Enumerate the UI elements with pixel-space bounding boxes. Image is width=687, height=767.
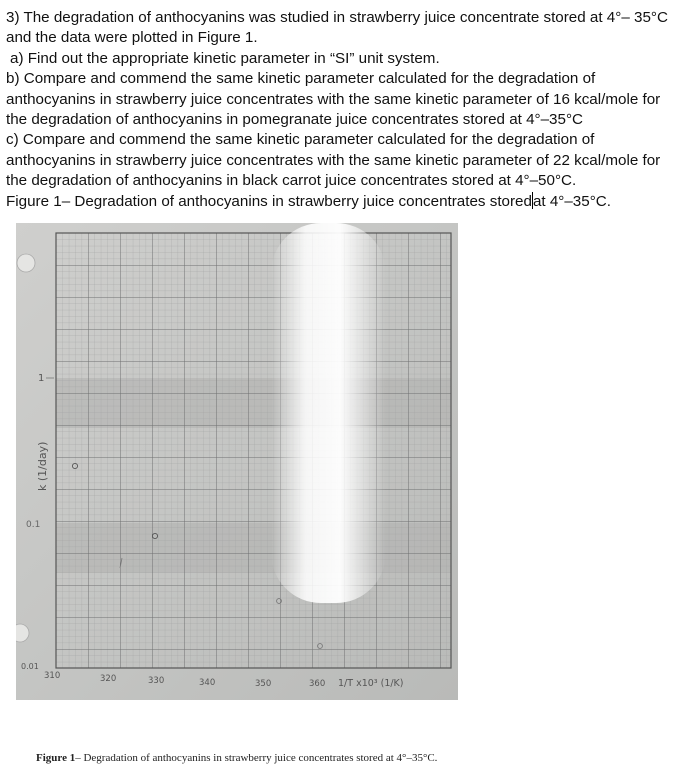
x-tick-320: 320 xyxy=(100,674,117,684)
part-c-line-3: the degradation of anthocyanins in black carrot juice concentrates stored at 4°–50°C. xyxy=(6,172,577,190)
part-c-line-2: anthocyanins in strawberry juice concentrates with the same kinetic parameter of 22 kcal/mole for xyxy=(6,151,661,169)
punch-hole-top xyxy=(17,254,35,272)
problem-intro-line-2: and the data were plotted in Figure 1. xyxy=(6,29,258,47)
x-tick-360: 360 xyxy=(309,679,326,689)
x-tick-310: 310 xyxy=(44,671,61,681)
x-axis-label: 1/T x10³ (1/K) xyxy=(338,678,404,689)
major-grid xyxy=(56,233,451,668)
x-tick-330: 330 xyxy=(148,676,165,686)
figure-reference-end: at 4°–35°C. xyxy=(532,192,611,210)
y-tick-01: 0.1 xyxy=(26,520,41,530)
part-c-line-1: c) Compare and commend the same kinetic parameter calculated for the degradation of xyxy=(6,131,595,149)
figure-caption xyxy=(36,752,437,764)
figure-caption-text: – Degradation of anthocyanins in strawberry juice concentrates stored at 4°–35°C. xyxy=(75,752,438,764)
problem-intro-line-1: 3) The degradation of anthocyanins was studied in strawberry juice concentrate stored at 4°– 35°C xyxy=(6,9,668,26)
part-b-line-1: b) Compare and commend the same kinetic parameter calculated for the degradation of xyxy=(6,70,596,88)
y-axis-label: k (1/day) xyxy=(36,441,49,491)
part-b-line-2: anthocyanins in strawberry juice concentrates with the same kinetic parameter of 16 kcal/mole for xyxy=(6,90,661,108)
graph-paper-photo xyxy=(16,223,458,700)
y-tick-001: 0.01 xyxy=(21,662,39,671)
y-tick-1: 1 xyxy=(38,373,45,384)
figure-reference xyxy=(6,192,678,212)
x-tick-350: 350 xyxy=(255,679,272,689)
figure-caption-label: Figure 1 xyxy=(36,752,76,764)
x-tick-340: 340 xyxy=(199,678,216,688)
problem-statement xyxy=(6,8,678,212)
light-glare xyxy=(271,223,386,603)
part-b-line-3: the degradation of anthocyanins in pomegranate juice concentrates stored at 4°–35°C xyxy=(6,111,583,129)
figure-reference-start: Figure 1– Degradation of anthocyanins in strawberry juice concentrates stored xyxy=(6,192,532,210)
part-a: a) Find out the appropriate kinetic parameter in “SI” unit system. xyxy=(10,49,440,67)
